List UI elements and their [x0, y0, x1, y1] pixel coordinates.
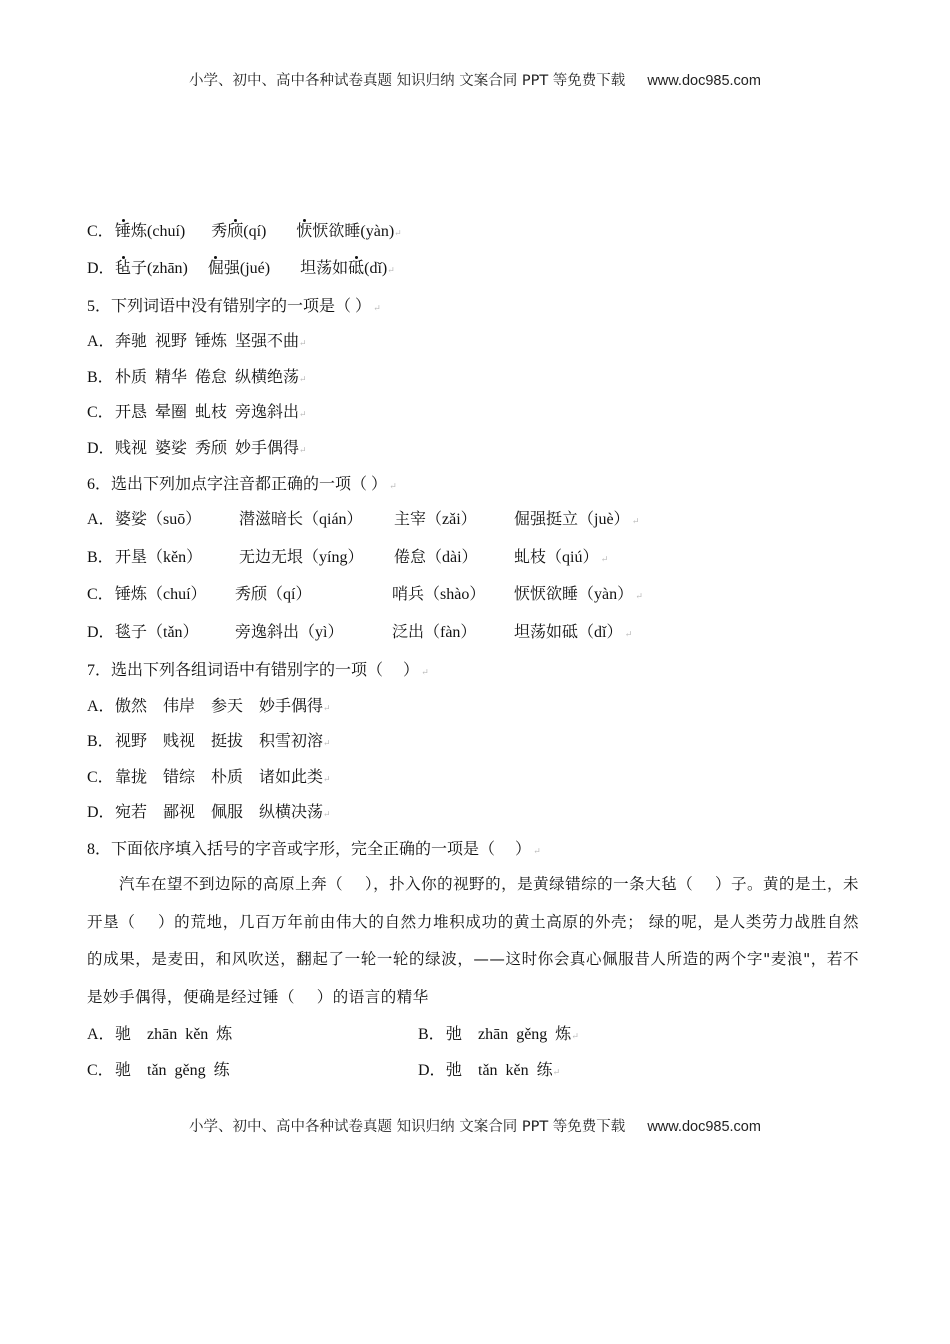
- q8-passage: 汽车在望不到边际的高原上奔（ ），扑入你的视野的，是黄绿错综的一条大毡（ ）子。黄的是土，未开垦（ ）的荒地，几百万年前由伟大的自然力堆积成功的黄土高原的外壳； 绿的呢，是人类劳力战胜自然的成果，是麦田，和风吹送，翻起了一轮一轮的绿波，——这时你会真心佩服昔人所造的两个字"麦浪"，若不是妙手偶得，便确是经过锤（ ）的语言的精华: [87, 875, 859, 1006]
- q7-option-a: A．傲然 伟岸 参天 妙手偶得↵: [87, 698, 331, 715]
- q4c-word-2: 秀颀(qí): [211, 223, 267, 240]
- q5-option-b: B．朴质 精华 倦怠 纵横绝荡↵: [87, 369, 307, 386]
- footer-url: www.doc985.com: [647, 1119, 761, 1135]
- page-footer: [0, 1115, 950, 1136]
- q8-option-c: C．驰 tǎn gěng 练: [87, 1062, 230, 1079]
- q8-stem: 8．下面依序填入括号的字音或字形，完全正确的一项是（ ） ↵: [87, 841, 541, 858]
- q4-option-c: C．锤炼(chuí) 秀颀(qí) 恹恹欲睡(yàn)↵: [87, 223, 402, 240]
- q4c-word-3: 恹恹欲睡(yàn): [296, 223, 395, 240]
- q5-option-d: D．贱视 婆娑 秀颀 妙手偶得↵: [87, 440, 307, 457]
- q5-option-c: C．开恳 晕圈 虬枝 旁逸斜出↵: [87, 404, 307, 421]
- option-label: C．: [87, 223, 114, 240]
- q4d-word-1: 毡子(zhān): [115, 260, 188, 277]
- q4d-word-2: 倔强(jué): [207, 260, 271, 277]
- q6-option-b: B．开垦（kěn） 无边无垠（yíng） 倦怠（dài） 虬枝（qiú） ↵: [87, 549, 609, 566]
- q7-stem: 7．选出下列各组词语中有错别字的一项（ ） ↵: [87, 662, 429, 679]
- footer-text: 小学、初中、高中各种试卷真题 知识归纳 文案合同 PPT 等免费下载: [189, 1119, 626, 1135]
- q7-option-d: D．宛若 鄙视 佩服 纵横决荡↵: [87, 804, 331, 821]
- header-text: 小学、初中、高中各种试卷真题 知识归纳 文案合同 PPT 等免费下载: [189, 73, 626, 89]
- q4c-word-1: 锤炼(chuí): [115, 223, 186, 240]
- q6-stem: 6．选出下列加点字注音都正确的一项（ ） ↵: [87, 476, 397, 493]
- q7-option-c: C．靠拢 错综 朴质 诸如此类↵: [87, 769, 331, 786]
- q6-option-c: C．锤炼（chuí） 秀颀（qí） 哨兵（shào） 恹恹欲睡（yàn） ↵: [87, 586, 643, 603]
- q6-option-d: D．毯子（tǎn） 旁逸斜出（yì） 泛出（fàn） 坦荡如砥（dǐ） ↵: [87, 624, 633, 641]
- q8-option-b: B．弛 zhān gěng 炼↵: [418, 1026, 579, 1043]
- page-header: [0, 69, 950, 90]
- option-label: D．: [87, 260, 115, 277]
- q8-option-d: D．弛 tǎn kěn 练↵: [418, 1062, 561, 1079]
- q7-option-b: B．视野 贱视 挺拔 积雪初溶↵: [87, 733, 331, 750]
- q5-option-a: A．奔驰 视野 锤炼 坚强不曲↵: [87, 333, 307, 350]
- header-url: www.doc985.com: [647, 73, 761, 89]
- q4-option-d: D．毡子(zhān) 倔强(jué) 坦荡如砥(dǐ)↵: [87, 260, 395, 277]
- q8-option-a: A．驰 zhān kěn 炼: [87, 1026, 233, 1043]
- q6-option-a: A．婆娑（suō） 潜滋暗长（qián） 主宰（zǎi） 倔强挺立（juè） ↵: [87, 511, 640, 528]
- q5-stem: 5．下列词语中没有错别字的一项是（ ） ↵: [87, 298, 381, 315]
- q4d-word-3: 坦荡如砥(dǐ): [300, 260, 388, 277]
